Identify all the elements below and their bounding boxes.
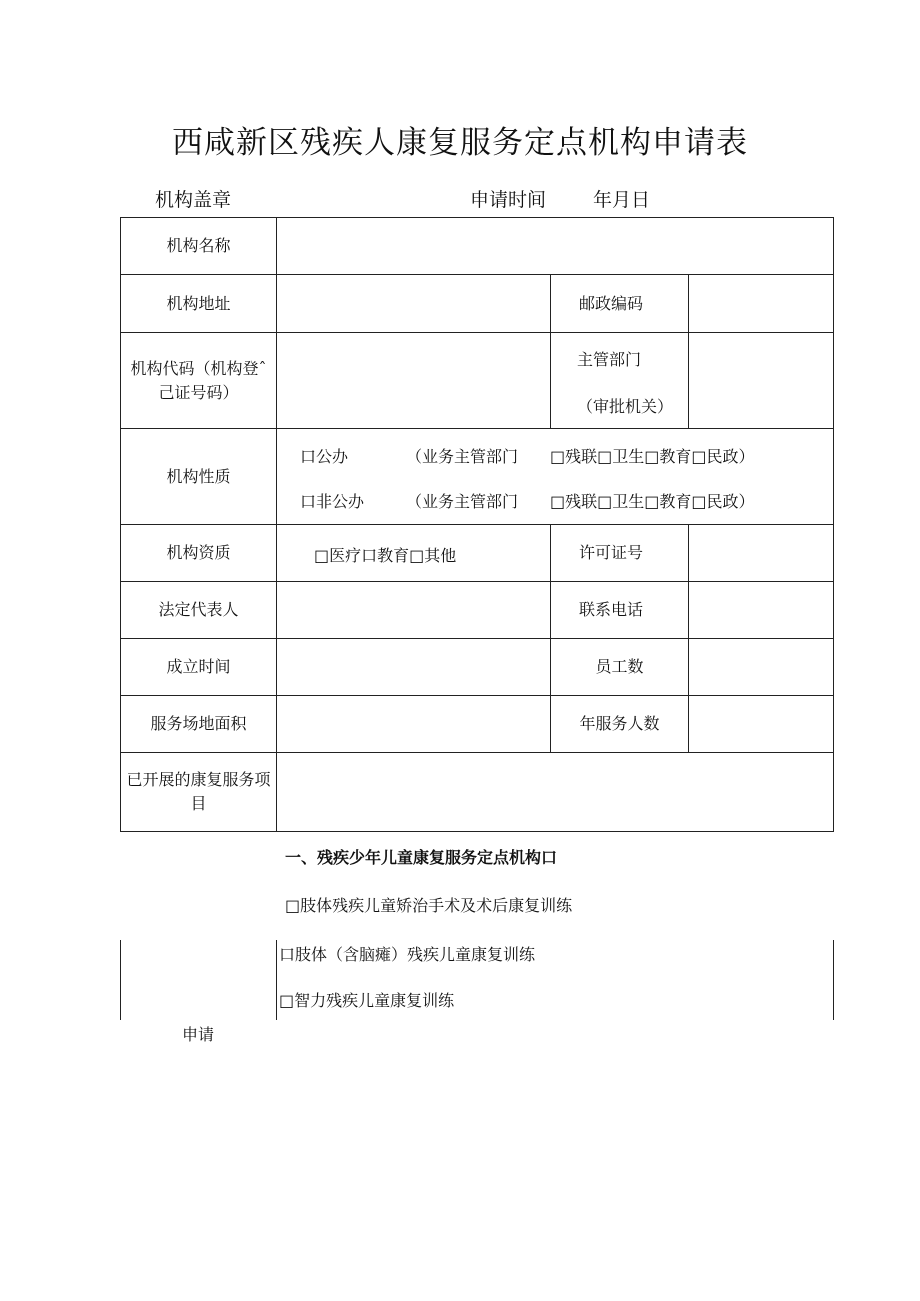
label-projects-line2: 目 [190,794,207,813]
label-projects [121,753,276,831]
label-license: 许可证号 [578,543,643,562]
label-org-nature: 机构性质 [166,466,231,486]
service-item-1[interactable]: □肢体残疾儿童矫治手术及术后康复训练 [285,896,573,915]
label-org-code-line2: 己证号码） [158,382,239,402]
label-dept-line1: 主管部门 [577,350,642,369]
seal-label: 机构盖章 [155,189,232,211]
label-org-name: 机构名称 [166,236,231,255]
option-public[interactable]: 口公办 [300,447,349,466]
private-supervisor-options[interactable]: □残联□卫生□教育□民政） [550,492,755,511]
label-phone: 联系电话 [578,600,643,619]
section-heading: 一、残疾少年儿童康复服务定点机构口 [285,848,558,867]
label-org-address: 机构地址 [166,293,231,313]
legal-rep-field[interactable] [277,582,550,638]
qualification-options[interactable]: □医疗口教育□其他 [314,546,457,565]
dept-field[interactable] [689,333,833,428]
apply-date: 年月日 [593,189,651,211]
apply-label: 申请 [182,1025,215,1044]
label-org-code [121,333,276,428]
annual-field[interactable] [689,696,833,752]
option-private[interactable]: 口非公办 [300,492,365,511]
org-code-field[interactable] [277,333,550,428]
license-field[interactable] [689,525,833,581]
label-staff: 员工数 [595,657,644,676]
org-address-field[interactable] [277,275,550,332]
private-supervisor-label: （业务主管部门 [406,492,519,511]
label-annual: 年服务人数 [579,714,660,733]
label-postcode: 邮政编码 [578,293,643,313]
staff-field[interactable] [689,639,833,695]
label-area: 服务场地面积 [150,714,247,733]
public-supervisor-options[interactable]: □残联□卫生□教育□民政） [550,447,755,466]
phone-field[interactable] [689,582,833,638]
founded-field[interactable] [277,639,550,695]
apply-time-label: 申请时间 [470,189,547,211]
org-name-field[interactable] [277,218,833,274]
label-org-code-line1: 机构代码（机构登ˆ [130,358,267,378]
page-title: 西咸新区残疾人康复服务定点机构申请表 [172,125,748,161]
public-supervisor-label: （业务主管部门 [406,447,519,466]
label-qualification: 机构资质 [166,543,231,562]
label-dept-line2: （审批机关） [577,397,674,416]
projects-field[interactable] [277,753,833,831]
service-item-2[interactable]: 口肢体（含脑瘫）残疾儿童康复训练 [279,945,536,964]
label-legal-rep: 法定代表人 [158,600,239,619]
postcode-field[interactable] [689,275,833,332]
label-founded: 成立时间 [166,657,231,676]
label-projects-line1: 已开展的康复服务项 [126,770,271,789]
area-field[interactable] [277,696,550,752]
service-item-3[interactable]: □智力残疾儿童康复训练 [279,991,455,1010]
